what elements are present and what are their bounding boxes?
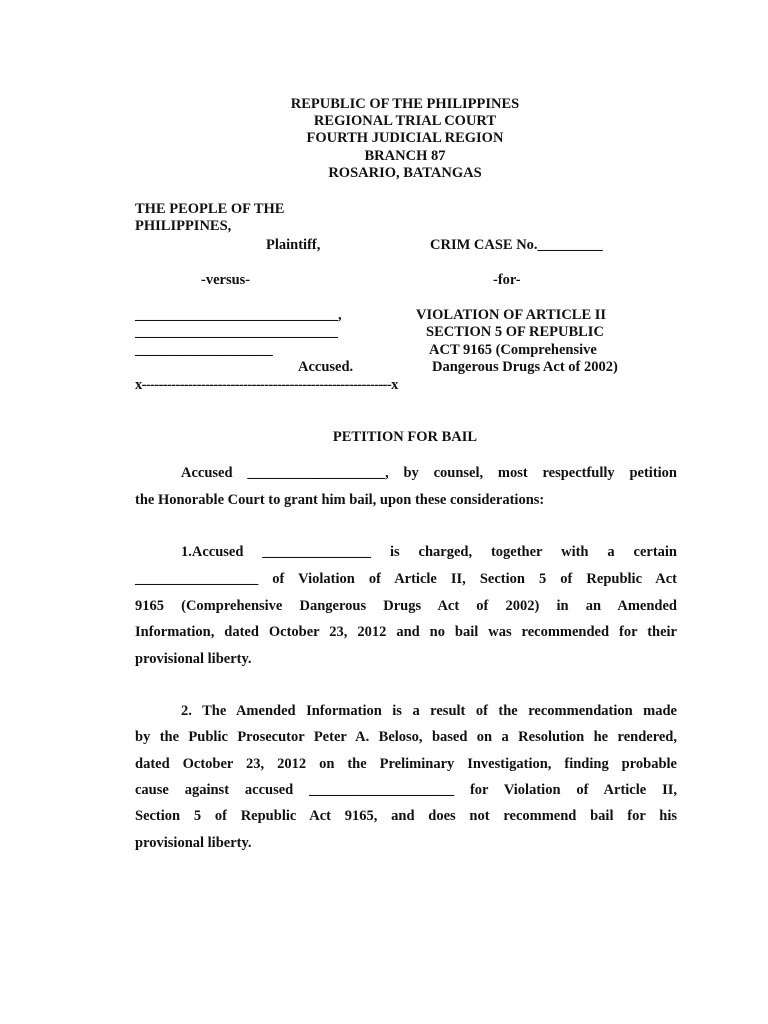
plaintiff-name: PHILIPPINES, (135, 218, 232, 234)
paragraph-line: dated October 23, 2012 on the Preliminary Investigation, finding probable (135, 756, 677, 772)
header-line: REGIONAL TRIAL COURT (313, 113, 497, 129)
plaintiff-label: Plaintiff, (266, 237, 321, 253)
charge-line: SECTION 5 OF REPUBLIC (426, 324, 604, 340)
header-line: BRANCH 87 (364, 148, 446, 164)
accused-blank: ___________________ (135, 342, 273, 358)
charge-line: VIOLATION OF ARTICLE II (416, 307, 607, 323)
case-number: CRIM CASE No._________ (430, 237, 603, 253)
accused-blank: ____________________________, (135, 307, 342, 323)
header-line: ROSARIO, BATANGAS (328, 165, 482, 181)
paragraph-line: 2. The Amended Information is a result of the recommendation made (181, 703, 677, 719)
caption-divider: x-----------------------------------------------------------x (135, 377, 398, 393)
paragraph-line: provisional liberty. (135, 651, 252, 667)
document-title: PETITION FOR BAIL (332, 429, 478, 445)
plaintiff-name: THE PEOPLE OF THE (135, 201, 285, 217)
versus-label: -versus- (201, 272, 251, 288)
paragraph-line: by the Public Prosecutor Peter A. Beloso, based on a Resolution he rendered, (135, 729, 677, 745)
paragraph-line: the Honorable Court to grant him bail, upon these considerations: (135, 492, 545, 508)
accused-blank: ____________________________ (135, 324, 338, 340)
charge-line: Dangerous Drugs Act of 2002) (432, 359, 618, 375)
for-label: -for- (493, 272, 521, 288)
header-line: FOURTH JUDICIAL REGION (306, 130, 504, 146)
paragraph-line: 9165 (Comprehensive Dangerous Drugs Act of 2002) in an Amended (135, 598, 677, 614)
paragraph-line: provisional liberty. (135, 835, 252, 851)
paragraph-line: cause against accused ____________________ for Violation of Article II, (135, 782, 677, 798)
paragraph-line: Accused ___________________, by counsel, most respectfully petition (181, 465, 677, 481)
paragraph-line: Information, dated October 23, 2012 and no bail was recommended for their (135, 624, 677, 640)
charge-line: ACT 9165 (Comprehensive (429, 342, 597, 358)
paragraph-line: 1.Accused _______________ is charged, together with a certain (181, 544, 677, 560)
paragraph-line: _________________ of Violation of Article II, Section 5 of Republic Act (135, 571, 677, 587)
paragraph-line: Section 5 of Republic Act 9165, and does not recommend bail for his (135, 808, 677, 824)
header-line: REPUBLIC OF THE PHILIPPINES (290, 96, 520, 112)
accused-label: Accused. (298, 359, 354, 375)
